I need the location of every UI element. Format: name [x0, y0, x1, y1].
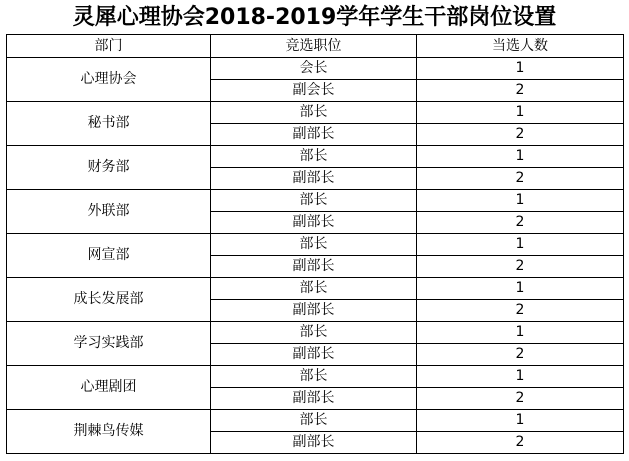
position-cell[interactable]: 部长: [211, 278, 417, 300]
count-cell[interactable]: 2: [417, 212, 624, 234]
position-cell[interactable]: 部长: [211, 366, 417, 388]
table-row: [7, 366, 624, 388]
header-department[interactable]: 部门: [7, 35, 211, 58]
count-cell[interactable]: 2: [417, 168, 624, 190]
header-count[interactable]: 当选人数: [417, 35, 624, 58]
count-cell[interactable]: 1: [417, 102, 624, 124]
header-row: [7, 35, 624, 58]
table-row: [7, 190, 624, 212]
table-row: [7, 278, 624, 300]
count-cell[interactable]: 2: [417, 388, 624, 410]
position-cell[interactable]: 会长: [211, 58, 417, 80]
department-cell[interactable]: 财务部: [7, 146, 211, 190]
header-position[interactable]: 竞选职位: [211, 35, 417, 58]
count-cell[interactable]: 2: [417, 300, 624, 322]
position-cell[interactable]: 部长: [211, 102, 417, 124]
position-cell[interactable]: 副部长: [211, 432, 417, 454]
position-cell[interactable]: 部长: [211, 410, 417, 432]
department-cell[interactable]: 外联部: [7, 190, 211, 234]
department-cell[interactable]: 学习实践部: [7, 322, 211, 366]
count-cell[interactable]: 1: [417, 278, 624, 300]
count-cell[interactable]: 2: [417, 344, 624, 366]
department-cell[interactable]: 荆棘鸟传媒: [7, 410, 211, 454]
position-cell[interactable]: 副部长: [211, 256, 417, 278]
count-cell[interactable]: 1: [417, 58, 624, 80]
table-body: [7, 58, 624, 454]
count-cell[interactable]: 1: [417, 146, 624, 168]
count-cell[interactable]: 2: [417, 432, 624, 454]
count-cell[interactable]: 1: [417, 234, 624, 256]
count-cell[interactable]: 2: [417, 256, 624, 278]
department-cell[interactable]: 秘书部: [7, 102, 211, 146]
position-cell[interactable]: 副部长: [211, 300, 417, 322]
position-cell[interactable]: 副部长: [211, 344, 417, 366]
position-cell[interactable]: 部长: [211, 190, 417, 212]
table-row: [7, 234, 624, 256]
position-cell[interactable]: 副部长: [211, 388, 417, 410]
department-cell[interactable]: 网宣部: [7, 234, 211, 278]
position-cell[interactable]: 副部长: [211, 124, 417, 146]
table-row: [7, 102, 624, 124]
position-cell[interactable]: 副会长: [211, 80, 417, 102]
count-cell[interactable]: 1: [417, 366, 624, 388]
positions-table: [6, 34, 624, 454]
sheet-title: 灵犀心理协会2018-2019学年学生干部岗位设置: [72, 5, 557, 30]
count-cell[interactable]: 2: [417, 80, 624, 102]
count-cell[interactable]: 1: [417, 190, 624, 212]
department-cell[interactable]: 心理剧团: [7, 366, 211, 410]
department-cell[interactable]: 心理协会: [7, 58, 211, 102]
count-cell[interactable]: 2: [417, 124, 624, 146]
table-row: [7, 58, 624, 80]
position-cell[interactable]: 副部长: [211, 212, 417, 234]
position-cell[interactable]: 副部长: [211, 168, 417, 190]
table-row: [7, 322, 624, 344]
position-cell[interactable]: 部长: [211, 146, 417, 168]
count-cell[interactable]: 1: [417, 410, 624, 432]
table-row: [7, 410, 624, 432]
position-cell[interactable]: 部长: [211, 322, 417, 344]
table-row: [7, 146, 624, 168]
department-cell[interactable]: 成长发展部: [7, 278, 211, 322]
count-cell[interactable]: 1: [417, 322, 624, 344]
position-cell[interactable]: 部长: [211, 234, 417, 256]
